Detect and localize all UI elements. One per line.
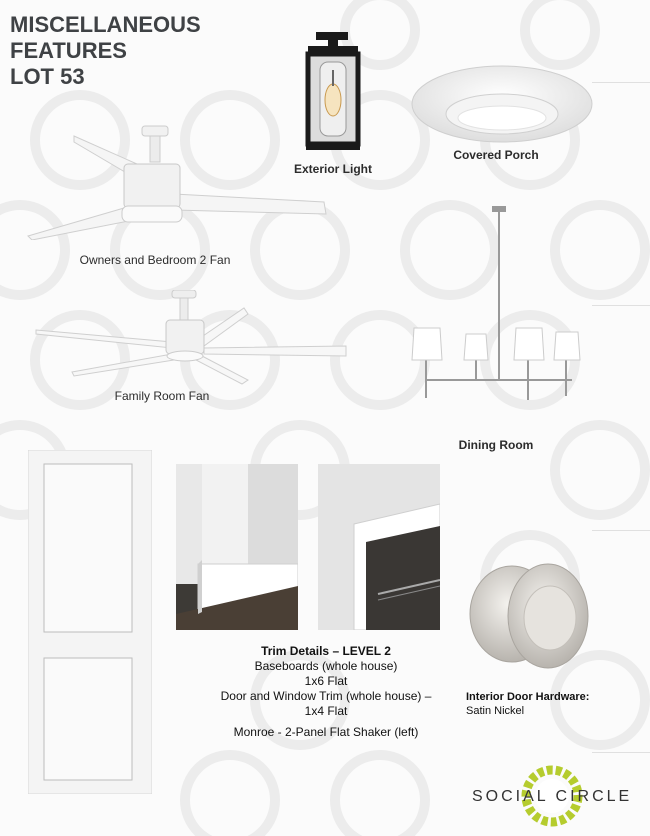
family-fan-caption: Family Room Fan	[114, 389, 210, 403]
margin-rule	[592, 82, 650, 83]
title-line-3: LOT 53	[10, 64, 85, 89]
social-circle-logo-text: SOCIAL CIRCLE	[472, 788, 633, 805]
covered-porch-light-image	[410, 64, 594, 144]
hardware-heading: Interior Door Hardware:	[466, 691, 590, 703]
trim-door-window: Door and Window Trim (whole house) –	[220, 689, 432, 703]
trim-heading: Trim Details – LEVEL 2	[261, 644, 391, 658]
margin-rule	[592, 752, 650, 753]
trim-details	[176, 644, 476, 740]
trim-baseboards-size: 1x6 Flat	[304, 674, 348, 688]
owners-fan-image	[24, 122, 330, 240]
owners-fan-caption: Owners and Bedroom 2 Fan	[79, 253, 231, 267]
door-trim-photo	[318, 464, 440, 630]
title-line-1: MISCELLANEOUS	[10, 12, 201, 37]
margin-rule	[592, 530, 650, 531]
covered-porch-caption: Covered Porch	[453, 148, 539, 162]
trim-baseboards: Baseboards (whole house)	[254, 659, 398, 673]
exterior-light-caption: Exterior Light	[293, 162, 372, 176]
two-panel-door-image	[28, 450, 152, 794]
door-style: Monroe - 2-Panel Flat Shaker (left)	[233, 725, 419, 739]
title-line-2: FEATURES	[10, 38, 127, 63]
door-hardware	[466, 690, 589, 718]
dining-room-caption: Dining Room	[458, 438, 534, 452]
hardware-finish: Satin Nickel	[466, 705, 525, 717]
dining-chandelier-image	[410, 204, 584, 404]
trim-door-window-size: 1x4 Flat	[304, 704, 348, 718]
family-fan-image	[32, 290, 350, 386]
door-knob-image	[466, 556, 592, 674]
margin-rule	[592, 305, 650, 306]
page-title	[10, 12, 201, 90]
baseboard-trim-photo	[176, 464, 298, 630]
